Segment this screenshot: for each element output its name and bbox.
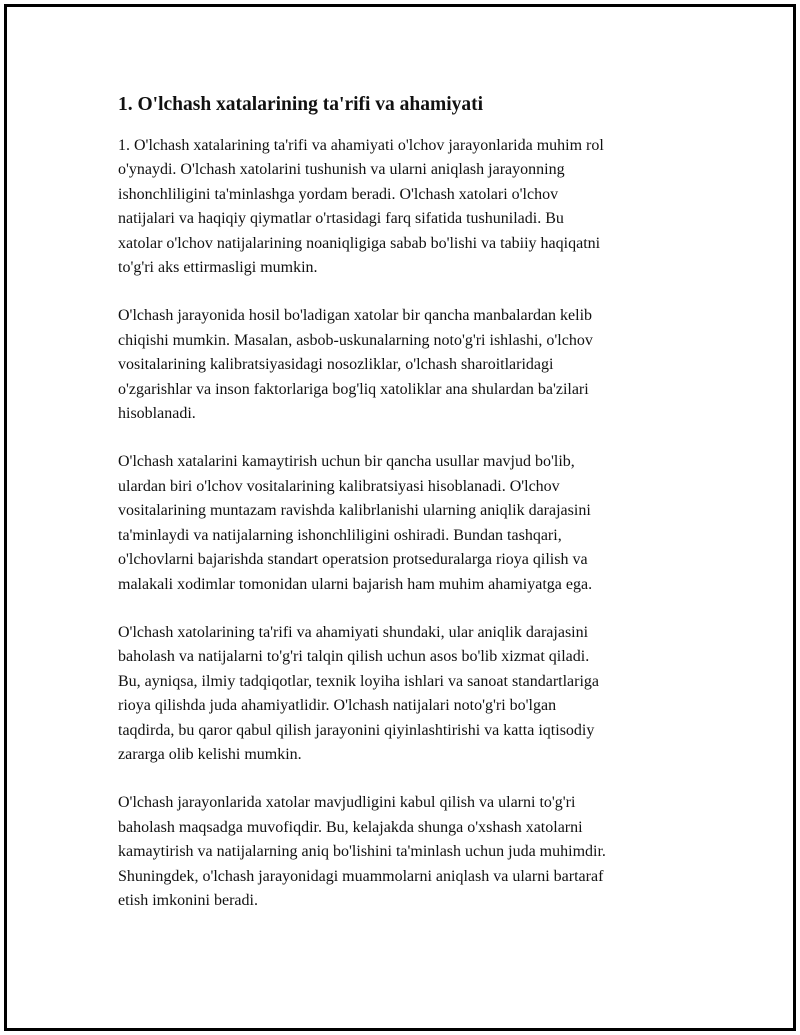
paragraph-line: o'ynaydi. O'lchash xatolarini tushunish va ularni aniqlash jarayonning (118, 161, 565, 179)
paragraph-line: chiqishi mumkin. Masalan, asbob-uskunalarning noto'g'ri ishlashi, o'lchov (118, 331, 593, 349)
paragraph-line: to'g'ri aks ettirmasligi mumkin. (118, 259, 318, 277)
paragraph-line: baholash maqsadga muvofiqdir. Bu, kelajakda shunga o'xshash xatolarni (118, 818, 583, 836)
paragraph-line: O'lchash jarayonlarida xatolar mavjudligini kabul qilish va ularni to'g'ri (118, 794, 576, 812)
paragraph-5 (118, 791, 688, 913)
paragraph-3 (118, 450, 688, 596)
paragraph-line: O'lchash xatalarini kamaytirish uchun bir qancha usullar mavjud bo'lib, (118, 453, 575, 471)
paragraph-line: vositalarining muntazam ravishda kalibrlanishi ularning aniqlik darajasini (118, 502, 591, 520)
paragraph-line: o'lchovlarni bajarishda standart operatsion protseduralarga rioya qilish va (118, 551, 588, 569)
paragraph-line: malakali xodimlar tomonidan ularni bajarish ham muhim ahamiyatga ega. (118, 575, 593, 593)
paragraph-2 (118, 304, 688, 426)
paragraph-line: ta'minlaydi va natijalarning ishonchliligini oshiradi. Bundan tashqari, (118, 526, 562, 544)
paragraph-line: etish imkonini beradi. (118, 891, 258, 909)
paragraph-line: Shuningdek, o'lchash jarayonidagi muammolarni aniqlash va ularni bartaraf (118, 867, 604, 885)
paragraph-line: rioya qilishda juda ahamiyatlidir. O'lchash natijalari noto'g'ri bo'lgan (118, 697, 557, 715)
paragraph-line: ishonchliligini ta'minlashga yordam beradi. O'lchash xatolari o'lchov (118, 185, 559, 203)
document-title: 1. O'lchash xatalarining ta'rifi va ahamiyati (118, 94, 484, 115)
paragraph-line: zararga olib kelishi mumkin. (118, 745, 302, 763)
paragraph-line: o'zgarishlar va inson faktorlariga bog'liq xatoliklar ana shulardan ba'zilari (118, 380, 589, 398)
paragraph-1 (118, 134, 688, 280)
paragraph-line: 1. O'lchash xatalarining ta'rifi va ahamiyati o'lchov jarayonlarida muhim rol (118, 137, 604, 154)
paragraph-line: Bu, ayniqsa, ilmiy tadqiqotlar, texnik loyiha ishlari va sanoat standartlariga (118, 672, 600, 690)
paragraph-line: baholash va natijalarni to'g'ri talqin qilish uchun asos bo'lib xizmat qiladi. (118, 648, 590, 666)
document-body (118, 90, 688, 937)
paragraph-line: kamaytirish va natijalarning aniq bo'lishini ta'minlash uchun juda muhimdir. (118, 843, 606, 861)
paragraph-line: O'lchash xatolarining ta'rifi va ahamiyati shundaki, ular aniqlik darajasini (118, 623, 589, 641)
paragraph-line: ulardan biri o'lchov vositalarining kalibratsiyasi hisoblanadi. O'lchov (118, 477, 560, 495)
paragraph-line: hisoblanadi. (118, 405, 196, 423)
paragraph-line: natijalari va haqiqiy qiymatlar o'rtasidagi farq sifatida tushuniladi. Bu (118, 210, 564, 228)
paragraph-4 (118, 621, 688, 767)
paragraph-line: O'lchash jarayonida hosil bo'ladigan xatolar bir qancha manbalardan kelib (118, 307, 593, 325)
paragraph-line: taqdirda, bu qaror qabul qilish jarayonini qiyinlashtirishi va katta iqtisodiy (118, 721, 595, 739)
paragraph-line: xatolar o'lchov natijalarining noaniqligiga sabab bo'lishi va tabiiy haqiqatni (118, 234, 601, 252)
paragraph-line: vositalarining kalibratsiyasidagi nosozliklar, o'lchash sharoitlaridagi (118, 356, 554, 374)
